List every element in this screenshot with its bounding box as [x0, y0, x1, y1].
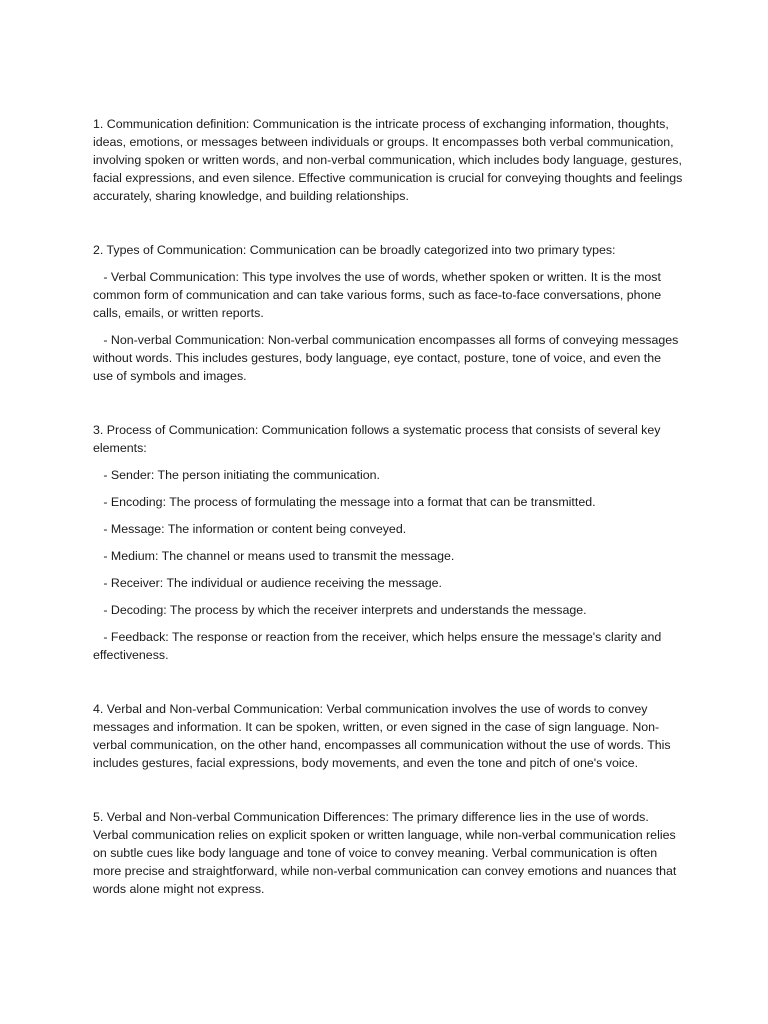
paragraph: 1. Communication definition: Communication is the intricate process of exchanging information, thoughts, ideas, emotions, or messages between individuals or groups. It encompasses both verbal communication, involving spoken or written words, and non-verbal communication, which includes body language, gestures, facial expressions, and even silence. Effective communication is crucial for conveying thoughts and feelings accurately, sharing knowledge, and building relationships. — [93, 117, 686, 203]
section-process-of-communication — [93, 421, 683, 664]
section-spacer — [93, 664, 683, 700]
item-spacer — [93, 457, 683, 466]
list-item: - Encoding: The process of formulating the message into a format that can be transmitted. — [93, 495, 596, 509]
item-spacer — [93, 322, 683, 331]
paragraph: 3. Process of Communication: Communication follows a systematic process that consists of several key elements: — [93, 423, 664, 455]
paragraph: 4. Verbal and Non-verbal Communication: Verbal communication involves the use of words to convey messages and information. It can be spoken, written, or even signed in the case of sign language. Non-verbal communication, on the other hand, encompasses all communication without the use of words. This includes gestures, facial expressions, body movements, and even the tone and pitch of one's voice. — [93, 702, 675, 770]
list-item: - Medium: The channel or means used to transmit the message. — [93, 549, 455, 563]
list-item: - Receiver: The individual or audience receiving the message. — [93, 576, 442, 590]
item-spacer — [93, 565, 683, 574]
item-spacer — [93, 592, 683, 601]
paragraph: 5. Verbal and Non-verbal Communication Differences: The primary difference lies in the use of words. Verbal communication relies on explicit spoken or written language, while non-verbal communication relies on subtle cues like body language and tone of voice to convey meaning. Verbal communication is often more precise and straightforward, while non-verbal communication can convey emotions and nuances that words alone might not express. — [93, 810, 680, 896]
paragraph: 2. Types of Communication: Communication can be broadly categorized into two primary types: — [93, 243, 616, 257]
list-item: - Message: The information or content being conveyed. — [93, 522, 407, 536]
section-verbal-and-nonverbal — [93, 700, 683, 772]
item-spacer — [93, 259, 683, 268]
item-spacer — [93, 538, 683, 547]
section-spacer — [93, 772, 683, 808]
section-types-of-communication — [93, 241, 683, 385]
list-item: - Verbal Communication: This type involves the use of words, whether spoken or written. It is the most common form of communication and can take various forms, such as face-to-face conversations, phone calls, emails, or written reports. — [93, 270, 665, 320]
list-item: - Decoding: The process by which the receiver interprets and understands the message. — [93, 603, 587, 617]
document-page — [93, 115, 686, 898]
section-spacer — [93, 205, 683, 241]
item-spacer — [93, 619, 683, 628]
list-item: - Feedback: The response or reaction from the receiver, which helps ensure the message's clarity and effectiveness. — [93, 630, 665, 662]
section-differences — [93, 808, 683, 898]
item-spacer — [93, 511, 683, 520]
item-spacer — [93, 484, 683, 493]
list-item: - Sender: The person initiating the communication. — [93, 468, 380, 482]
section-communication-definition — [93, 115, 686, 205]
section-spacer — [93, 385, 683, 421]
list-item: - Non-verbal Communication: Non-verbal communication encompasses all forms of conveying messages without words. This includes gestures, body language, eye contact, posture, tone of voice, and even the use of symbols and images. — [93, 333, 682, 383]
